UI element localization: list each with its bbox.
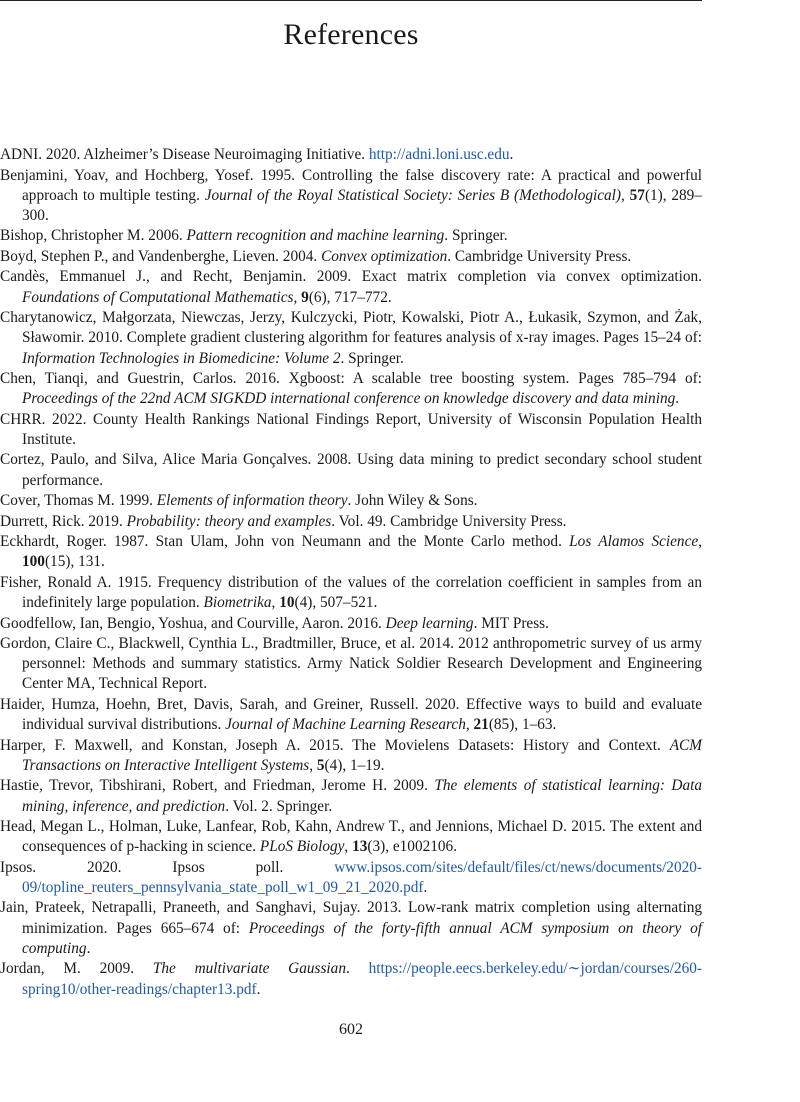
reference-text: . Springer.	[444, 227, 508, 245]
reference-text: Jain, Prateek, Netrapalli, Praneeth, and Sanghavi, Sujay. 2013. Low-rank matrix completion using alternating minimization. Pages 665–674 of:	[0, 899, 702, 937]
reference-text: .	[256, 980, 261, 998]
reference-text: .	[345, 960, 369, 978]
reference-text: . Springer.	[340, 349, 404, 367]
reference-entry	[0, 166, 702, 227]
reference-source-title: Proceedings of the 22nd ACM SIGKDD international conference on knowledge discovery and data mining	[22, 390, 676, 408]
reference-volume: 57	[629, 186, 645, 204]
reference-volume: 13	[352, 838, 368, 856]
page-number: 602	[339, 1021, 363, 1038]
reference-text: Hastie, Trevor, Tibshirani, Robert, and Friedman, Jerome H. 2009.	[0, 777, 435, 795]
reference-source-title: Foundations of Computational Mathematics	[22, 288, 294, 306]
reference-entry	[0, 491, 702, 511]
reference-text: ,	[293, 288, 302, 306]
reference-source-title: Probability: theory and examples	[126, 512, 332, 530]
page-title: References	[283, 18, 419, 51]
reference-text: Durrett, Rick. 2019.	[0, 512, 127, 530]
reference-source-title: The elements of statistical learning: Data mining, inference, and prediction	[22, 777, 702, 815]
reference-text: Boyd, Stephen P., and Vandenberghe, Lieven. 2004.	[0, 247, 322, 265]
reference-text: Cortez, Paulo, and Silva, Alice Maria Gonçalves. 2008. Using data mining to predict secondary school student performance.	[0, 451, 702, 489]
reference-text: ,	[465, 716, 474, 734]
reference-text: ADNI. 2020. Alzheimer’s Disease Neuroimaging Initiative.	[0, 146, 369, 163]
reference-entry	[0, 247, 702, 267]
reference-text: Cover, Thomas M. 1999.	[0, 492, 157, 510]
reference-source-title: Journal of the Royal Statistical Society: Series B (Methodological)	[204, 186, 622, 204]
reference-text: (4), 1–19.	[324, 756, 385, 774]
reference-text: Charytanowicz, Małgorzata, Niewczas, Jerzy, Kulczycki, Piotr, Kowalski, Piotr A., Łukasik, Szymon, and Żak, Sławomir. 2010. Complete gradient clustering algorithm for features analysis of x-ray images. Pages 15–24 of:	[0, 309, 702, 347]
reference-volume: 21	[473, 716, 489, 734]
reference-text: Benjamini, Yoav, and Hochberg, Yosef. 1995. Controlling the false discovery rate: A practical and powerful approach to multiple testing.	[0, 166, 702, 204]
reference-text: . Vol. 2. Springer.	[225, 797, 333, 815]
reference-list	[0, 145, 702, 1000]
reference-text: . Cambridge University Press.	[447, 247, 632, 265]
reference-source-title: ACM Transactions on Interactive Intelligent Systems	[22, 736, 702, 774]
reference-entry	[0, 308, 702, 369]
reference-text: Harper, F. Maxwell, and Konstan, Joseph A. 2015. The Movielens Datasets: History and Context.	[0, 736, 670, 754]
reference-text: .	[423, 878, 428, 896]
reference-source-title: Convex optimization	[321, 247, 448, 265]
reference-entry	[0, 736, 702, 776]
reference-entry	[0, 226, 702, 246]
reference-text: Chen, Tianqi, and Guestrin, Carlos. 2016. Xgboost: A scalable tree boosting system. Pages 785–794 of:	[0, 370, 702, 388]
reference-text: . MIT Press.	[473, 614, 549, 632]
reference-source-title: Proceedings of the forty-fifth annual ACM symposium on theory of computing	[22, 919, 703, 957]
reference-volume: 5	[316, 756, 325, 774]
reference-text: Haider, Humza, Hoehn, Bret, Davis, Sarah, and Greiner, Russell. 2020. Effective ways to build and evaluate individual survival distributions.	[0, 695, 702, 734]
reference-text: ,	[698, 533, 702, 551]
reference-source-title: Los Alamos Science	[569, 533, 699, 551]
reference-link[interactable]: http://adni.loni.usc.edu	[368, 146, 510, 163]
reference-text: ,	[344, 838, 353, 856]
reference-entry	[0, 532, 702, 572]
reference-source-title: Deep learning	[385, 614, 474, 632]
reference-text: Fisher, Ronald A. 1915. Frequency distribution of the values of the correlation coefficient in samples from an indefinitely large population.	[0, 573, 702, 612]
reference-source-title: Biometrika	[203, 594, 272, 612]
reference-text: Jordan, M. 2009.	[0, 960, 153, 978]
reference-entry	[0, 634, 702, 695]
reference-link[interactable]: https://people.eecs.berkeley.edu/∼jordan/courses/260-spring10/other-readings/chapter13.pdf	[22, 960, 702, 998]
reference-text: ,	[309, 756, 317, 774]
reference-text: ,	[271, 594, 280, 612]
reference-text: .	[675, 390, 680, 408]
reference-source-title: The multivariate Gaussian	[152, 960, 346, 978]
reference-entry	[0, 450, 702, 490]
reference-source-title: Elements of information theory	[156, 492, 348, 510]
reference-entry	[0, 959, 702, 999]
reference-text: Head, Megan L., Holman, Luke, Lanfear, Rob, Kahn, Andrew T., and Jennions, Michael D. 2015. The extent and consequences of p-hacking in science.	[0, 818, 702, 856]
reference-text: .	[509, 146, 514, 163]
reference-text: (6), 717–772.	[308, 288, 392, 306]
reference-text: (1), 289–300.	[22, 186, 702, 224]
reference-entry	[0, 410, 702, 450]
reference-text: (15), 131.	[44, 553, 105, 571]
reference-entry	[0, 369, 702, 409]
reference-text: (4), 507–521.	[294, 594, 378, 612]
reference-source-title: Journal of Machine Learning Research	[225, 716, 466, 734]
reference-entry	[0, 614, 702, 634]
reference-text: Gordon, Claire C., Blackwell, Cynthia L., Bradtmiller, Bruce, et al. 2014. 2012 anthropometric survey of us army personnel: Methods and summary statistics. Army Natick Soldier Research Development and Engineering Center MA, Technical Report.	[0, 635, 702, 693]
reference-volume: 9	[301, 288, 309, 306]
reference-text: Bishop, Christopher M. 2006.	[0, 227, 187, 245]
reference-text: Ipsos. 2020. Ipsos poll.	[0, 858, 335, 876]
reference-source-title: Pattern recognition and machine learning	[186, 227, 445, 245]
reference-link[interactable]: www.ipsos.com/sites/default/files/ct/news/documents/2020-09/topline_reuters_pennsylvania_state_poll_w1_09_21_2020.pdf	[22, 858, 702, 896]
reference-text: ,	[621, 186, 630, 204]
reference-entry	[0, 512, 702, 532]
reference-entry	[0, 145, 702, 165]
reference-text: . Vol. 49. Cambridge University Press.	[331, 512, 567, 530]
reference-entry	[0, 695, 702, 735]
reference-entry	[0, 776, 702, 816]
reference-text: Goodfellow, Ian, Bengio, Yoshua, and Courville, Aaron. 2016.	[0, 614, 386, 632]
reference-entry	[0, 817, 702, 857]
reference-entry	[0, 267, 702, 307]
reference-text: .	[86, 939, 91, 957]
reference-volume: 10	[279, 594, 295, 612]
reference-entry	[0, 898, 702, 959]
reference-source-title: Information Technologies in Biomedicine: Volume 2	[22, 349, 341, 367]
reference-entry	[0, 858, 702, 898]
reference-text: (85), 1–63.	[488, 716, 557, 734]
top-rule	[0, 0, 702, 1]
reference-source-title: PLoS Biology	[259, 838, 345, 856]
reference-text: (3), e1002106.	[367, 838, 458, 856]
reference-volume: 100	[22, 553, 45, 571]
reference-text: CHRR. 2022. County Health Rankings National Findings Report, University of Wisconsin Population Health Institute.	[0, 410, 702, 448]
reference-text: Candès, Emmanuel J., and Recht, Benjamin. 2009. Exact matrix completion via convex optimization.	[0, 268, 702, 286]
reference-text: . John Wiley & Sons.	[347, 492, 478, 510]
reference-text: Eckhardt, Roger. 1987. Stan Ulam, John von Neumann and the Monte Carlo method.	[0, 533, 570, 551]
reference-entry	[0, 573, 702, 613]
